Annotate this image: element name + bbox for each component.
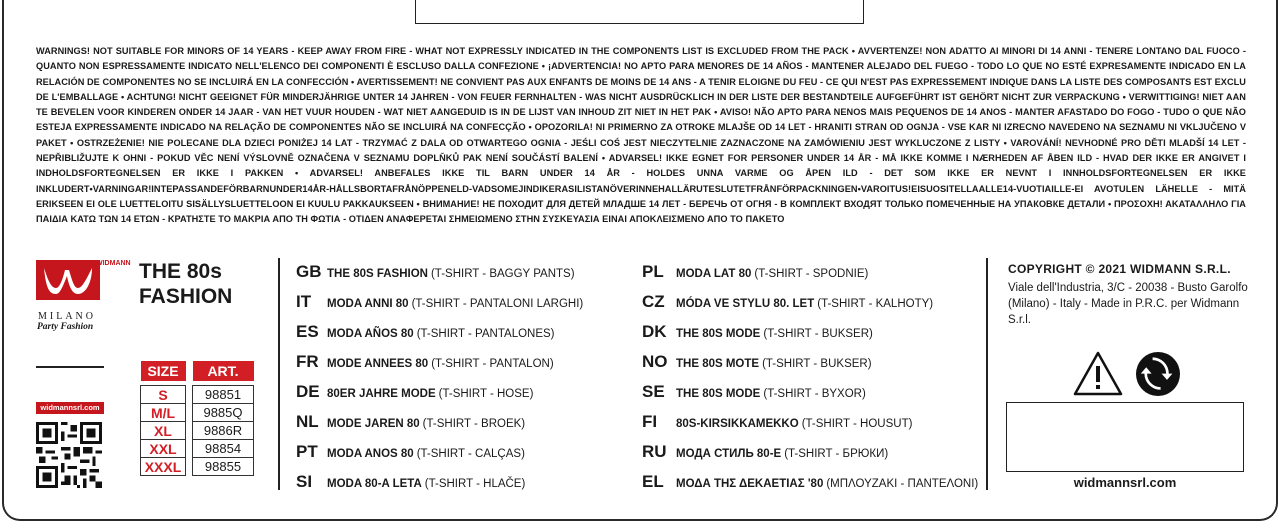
copyright-text: COPYRIGHT © 2021 WIDMANN S.R.L.	[1008, 262, 1231, 276]
language-product-name: MODA ANNI 80	[327, 298, 409, 310]
table-row	[141, 422, 254, 440]
language-row	[642, 472, 978, 502]
language-product-desc: (ΜΠΛΟΥΖΑΚΙ - ΠΑΝΤΕΛΟΝΙ)	[826, 478, 979, 490]
language-code: GB	[296, 262, 322, 281]
qr-code-icon	[36, 422, 102, 488]
language-code: IT	[296, 292, 312, 311]
language-product-desc: (T-SHIRT - BROEK)	[422, 418, 526, 430]
warnings-text: WARNINGS! NOT SUITABLE FOR MINORS OF 14 YEARS - KEEP AWAY FROM FIRE - WHAT NOT EXPRESSLY INDICATED IN THE COMPONENTS LIST IS EXCLUDED FROM THE PACK • AVVERTENZE! NON ADATTO AI MINORI DI 14 ANNI - TENERE LONTANO DAL FUOCO - QUANTO NON ESPRESSAMENTE INDICATO NELL'ELENCO DEI COMPONENTI È ESCLUSO DALLA CONFEZIONE • ¡ADVERTENCIA! NO APTO PARA MENORES DE 14 AÑOS - MANTENER ALEJADO DEL FUEGO - TODO LO QUE NO ESTÉ EXPRESAMENTE INDICADO EN LA RELACIÓN DE COMPONENTES NO SE INCLUIRÁ EN LA CONFECCIÓN • AVERTISSEMENT! NE CONVIENT PAS AUX ENFANTS DE MOINS DE 14 ANS - A TENIR ELOIGNE DU FEU - CE QUI N'EST PAS EXPRESSEMENT INDIQUE DANS LA LISTE DES COMPOSANTS EST EXCLU DE L'EMBALLAGE • ACHTUNG! NICHT GEEIGNET FÜR MINDERJÄHRIGE UNTER 14 JAHREN - VON FEUER FERNHALTEN - WAS NICHT AUSDRÜCKLICH IN DER LISTE DER BESTANDTEILE AUFGEFÜHRT IST GEHÖRT NICHT ZUR VERPACKUNG • VERWITTIGING! NIET AAN TE BEVELEN VOOR KINDEREN ONDER 14 JAAR - VAN HET VUUR HOUDEN - WAT NIET AANGEDUID IS IN DE LIJST VAN INHOUD ZIT NIET IN HET PAK • AVISO! NÃO APTO PARA NENOS MAIS PEQUENOS DE 14 ANOS - MANTER AFASTADO DO FOGO - TUDO O QUE NÃO ESTEJA EXPRESSAMENTE INDICADO NA RELAÇÃO DE COMPONENTES NÃO SE INCLUIRÁ NA CONFECÇÃO • OPOZORILA! NI PRIMERNO ZA OTROKE MLAJŠE OD 14 LET - HRANITI STRAN OD OGNJA - VSE KAR NI IZRECNO NAVEDENO NA SEZNAMU NI VKLJUČENO V PAKET • OSTRZEŻENIE! NIE POLECANE DLA DZIECI PONIŻEJ 14 LAT - TRZYMAĆ Z DALA OD OTWARTEGO OGNIA - JEŚLI COŚ JEST NIECZYTELNIE ZAZNACZONE NA ZAMÓWIENIU JEST WYKLUCZONE Z LISTY • VAROVÁNÍ! NEVHODNÉ PRO DĚTI MLADŠÍ 14 LET - NEPŘIBLIŽUJTE K OHNI - POKUD VĚC NENÍ VÝSLOVNĚ OZNAČENA V SEZNAMU DOPLŇKŮ PAK NENÍ SOUČÁSTÍ BALENÍ • ADVARSEL! IKKE EGNET FOR PERSONER UNDER 14 ÅR - MÅ IKKE KOMME I NÆRHEDEN AF ÅBEN ILD - HVAD DER IKKE ER ANGIVET I INDHOLDSFORTEGNELSEN ER IKKE I PAKKEN • ADVARSEL! ANBEFALES IKKE TIL BARN UNDER 14 ÅR - HOLDES UNNA VARME OG ÅPEN ILD - DET SOM IKKE ER NEVNT I INNHOLDSFORTEGNELSEN ER IKKE INKLUDERT•VARNINGAR!INTEPASSANDEFÖRBARNUNDER14ÅR-HÅLLSBORTAFRÅNÖPPENELD-VADSOMEJINDIKERASILISTANÖVERINNEHALLÄRUTESLUTETFRÅNFÖRPACKNINGEN•VAROITUS!EISUOSITELLAALLE14-VUOTIAILLE-EI AVOTULEN LÄHELLE - MITÄ ERIKSEEN EI OLE LUETTELOITU SISÄLLYSLUETTELOON EI KUULU PAKKAUKSEEN • ВНИМАНИЕ! НЕ ПОХОДИТ ДЛЯ ДЕТЕЙ МЛАДШЕ 14 ЛЕТ - БЕРЕЧЬ ОТ ОГНЯ - В КОМПЛЕКТ ВХОДЯТ ТОЛЬКО ПОМЕЧЕННЫЕ НА УПАКОВКЕ ДЕТАЛИ • ΠΡΟΣΟΧΗ! ΑΚΑΤΑΛΛΗΛΟ ΓΙΑ ΠΑΙΔΙΑ ΚΑΤΩ ΤΩΝ 14 ΕΤΩΝ - ΚΡΑΤΗΣΤΕ ΤΟ ΜΑΚΡΙΑ ΑΠΟ ΤΗ ΦΩΤΙΑ - ΟΤΙΔΕΝ ΑΝΑΦΕΡΕΤΑΙ ΣΗΜΕΙΩΜΕΝΟ ΣΤΗΝ ΣΥΣΚΕΥΑΣΙΑ ΕΙΝΑΙ ΑΠΟΚΛΕΙΣΜΕΝΟ ΑΠΟ ΤΟ ΠΑΚΕΤΟ	[36, 46, 1246, 225]
language-product-name: MODA LAT 80	[676, 268, 752, 280]
widmann-logo	[36, 260, 131, 335]
safety-icons	[1072, 350, 1182, 403]
language-product-desc: (T-SHIRT - HLAČE)	[424, 478, 526, 490]
language-row	[642, 442, 978, 472]
company-address: Viale dell'Industria, 3/C - 20038 - Busto Garolfo (Milano) - Italy - Made in P.R.C. per Widmann S.r.l.	[1008, 282, 1248, 326]
language-row	[296, 382, 583, 412]
size-table-header	[141, 361, 254, 381]
language-product-desc: (T-SHIRT - BUKSER)	[763, 328, 873, 340]
language-product-name: ΜΟΔΑ ΤΗΣ ΔΕΚΑΕΤΙΑΣ '80	[676, 478, 824, 490]
language-code: PL	[642, 262, 664, 281]
art-header: ART.	[193, 361, 254, 381]
logo-city: MILANO	[38, 311, 96, 322]
language-code: NL	[296, 412, 319, 431]
language-product-desc: (T-SHIRT - KALHOTY)	[817, 298, 934, 310]
language-product-desc: (T-SHIRT - HOSE)	[438, 388, 534, 400]
language-code: CZ	[642, 292, 665, 311]
language-code: FI	[642, 412, 658, 431]
language-row	[296, 412, 583, 442]
table-row	[141, 386, 254, 404]
language-row	[296, 352, 583, 382]
language-product-desc: (T-SHIRT - BUKSER)	[762, 358, 872, 370]
language-product-name: 80S-KIRSIKKAMEKKO	[676, 418, 799, 430]
website-url: widmannsrl.com	[1073, 475, 1177, 490]
logo-brand: WIDMANN	[96, 260, 131, 267]
table-row	[141, 404, 254, 422]
product-title: THE 80s FASHION	[139, 260, 233, 308]
art-cell: 98854	[193, 440, 254, 458]
column-divider-left	[278, 258, 280, 490]
logo-tagline: Party Fashion	[37, 322, 94, 332]
language-row	[296, 472, 583, 502]
language-code: ES	[296, 322, 319, 341]
language-code: FR	[296, 352, 319, 371]
language-row	[642, 322, 978, 352]
blank-label-box	[1006, 402, 1244, 472]
language-row	[296, 442, 583, 472]
language-row	[642, 352, 978, 382]
language-code: NO	[642, 352, 668, 371]
language-product-name: МОДА СТИЛЬ 80-Е	[676, 448, 782, 460]
language-code: SE	[642, 382, 665, 401]
language-row	[296, 262, 583, 292]
art-cell: 98855	[193, 458, 254, 476]
language-code: PT	[296, 442, 318, 461]
language-code: DK	[642, 322, 667, 341]
size-table	[140, 361, 254, 476]
size-cell: XXL	[141, 440, 186, 458]
language-list-right	[642, 262, 978, 502]
art-cell: 98851	[193, 386, 254, 404]
language-list-left	[296, 262, 583, 502]
table-row	[141, 458, 254, 476]
language-row	[642, 292, 978, 322]
language-product-name: MÓDA VE STYLU 80. LET	[676, 298, 815, 310]
size-cell: S	[141, 386, 186, 404]
language-row	[642, 262, 978, 292]
language-product-desc: (T-SHIRT - PANTALONI LARGHI)	[411, 298, 584, 310]
language-code: RU	[642, 442, 667, 461]
language-product-name: THE 80S MOTE	[676, 358, 760, 370]
recycle-icon	[1134, 350, 1182, 398]
language-product-name: MODA ANOS 80	[327, 448, 414, 460]
language-product-desc: (T-SHIRT - PANTALON)	[431, 358, 554, 370]
language-product-desc: (T-SHIRT - BYXOR)	[763, 388, 866, 400]
language-product-name: MODA 80-A LETA	[327, 478, 422, 490]
small-website-badge: widmannsrl.com	[36, 402, 104, 414]
language-code: SI	[296, 472, 313, 491]
language-product-name: MODE ANNEES 80	[327, 358, 429, 370]
widmann-w-mark-icon	[36, 260, 100, 300]
language-row	[296, 322, 583, 352]
logo-divider	[36, 366, 104, 368]
size-cell: XXXL	[141, 458, 186, 476]
language-code: DE	[296, 382, 320, 401]
language-product-name: THE 80S MODE	[676, 388, 761, 400]
size-cell: M/L	[141, 404, 186, 422]
language-product-desc: (T-SHIRT - SPODNIE)	[754, 268, 869, 280]
language-product-name: 80ER JAHRE MODE	[327, 388, 436, 400]
language-product-name: THE 80S MODE	[676, 328, 761, 340]
art-cell: 9886R	[193, 422, 254, 440]
language-product-desc: (T-SHIRT - CALÇAS)	[416, 448, 525, 460]
language-code: EL	[642, 472, 664, 491]
language-row	[642, 412, 978, 442]
table-row	[141, 440, 254, 458]
column-divider-right	[986, 258, 988, 490]
language-row	[296, 292, 583, 322]
art-cell: 9885Q	[193, 404, 254, 422]
warning-triangle-icon	[1072, 350, 1124, 398]
language-product-name: MODE JAREN 80	[327, 418, 420, 430]
language-row	[642, 382, 978, 412]
size-header: SIZE	[141, 361, 186, 381]
language-product-desc: (T-SHIRT - HOUSUT)	[801, 418, 913, 430]
size-cell: XL	[141, 422, 186, 440]
language-product-name: THE 80S FASHION	[327, 268, 428, 280]
language-product-desc: (T-SHIRT - BAGGY PANTS)	[430, 268, 575, 280]
language-product-desc: (T-SHIRT - PANTALONES)	[416, 328, 555, 340]
language-product-name: MODA AÑOS 80	[327, 328, 414, 340]
language-product-desc: (T-SHIRT - БРЮКИ)	[784, 448, 889, 460]
top-label-box	[415, 0, 864, 24]
